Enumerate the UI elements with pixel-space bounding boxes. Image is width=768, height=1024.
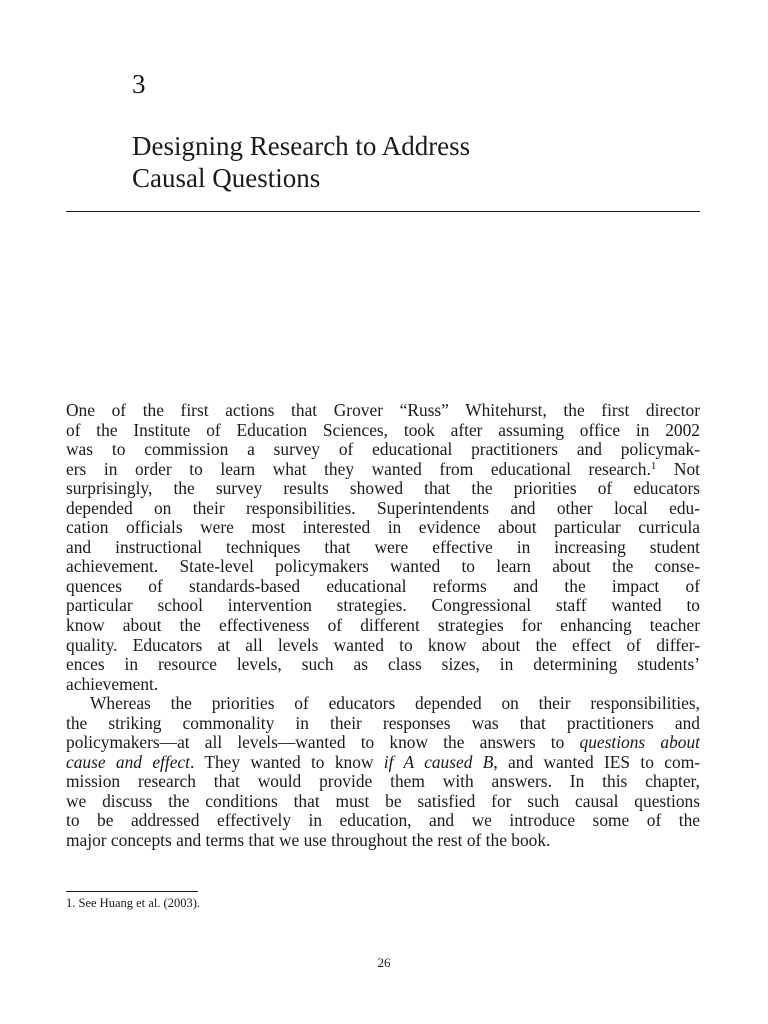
paragraph-line-text: ers in order to learn what they wanted from educational research. — [66, 458, 651, 479]
title-divider — [66, 211, 700, 212]
paragraph-line: Whereas the priorities of educators depended on their responsibilities, — [90, 693, 700, 714]
paragraph-line: quences of standards-based educational reforms and the impact of — [66, 575, 700, 596]
paragraph-line: particular school intervention strategies. Congressional staff wanted to — [66, 595, 700, 616]
chapter-title-line: Causal Questions — [132, 163, 321, 193]
paragraph-line: mission research that would provide them with answers. In this chapter, — [66, 771, 700, 792]
paragraph-line-text: Not — [656, 458, 700, 479]
paragraph-line: cation officials were most interested in evidence about particular curricula — [66, 517, 700, 538]
italic-emphasis: if A caused B — [383, 751, 494, 772]
paragraph-line — [66, 733, 700, 753]
paragraph-line: ences in resource levels, such as class sizes, in determining students’ — [66, 654, 700, 675]
paragraph-line: to be addressed effectively in education, and we introduce some of the — [66, 810, 700, 831]
paragraph-line-text: policymakers—at all levels—wanted to know the answers to — [66, 732, 580, 753]
footnote-divider — [66, 891, 198, 892]
paragraph-line: major concepts and terms that we use throughout the rest of the book. — [66, 830, 551, 851]
paragraph-line: achievement. State-level policymakers wanted to learn about the conse- — [66, 556, 700, 577]
paragraph-line: surprisingly, the survey results showed that the priorities of educators — [66, 478, 700, 499]
body-text — [66, 401, 700, 851]
paragraph-line: the striking commonality in their responses was that practitioners and — [66, 712, 700, 733]
paragraph-line-text: , and wanted IES to com- — [493, 751, 701, 772]
paragraph-line-text: . They wanted to know — [190, 751, 384, 772]
italic-emphasis: questions about — [579, 732, 700, 753]
paragraph-line: of the Institute of Education Sciences, took after assuming office in 2002 — [66, 419, 700, 440]
paragraph-line: was to commission a survey of educational practitioners and policymak- — [66, 439, 700, 460]
paragraph-line: quality. Educators at all levels wanted to know about the effect of differ- — [66, 634, 700, 655]
chapter-title — [132, 130, 470, 194]
chapter-number: 3 — [132, 69, 146, 99]
paragraph-line — [66, 460, 700, 480]
paragraph-line: One of the first actions that Grover “Russ” Whitehurst, the first director — [66, 400, 700, 420]
paragraph-line: we discuss the conditions that must be satisfied for such causal questions — [66, 790, 700, 811]
paragraph-line: know about the effectiveness of different strategies for enhancing teacher — [66, 615, 700, 636]
chapter-title-line: Designing Research to Address — [132, 131, 471, 161]
paragraph-line: depended on their responsibilities. Superintendents and other local edu- — [66, 497, 700, 518]
paragraph-line: achievement. — [66, 673, 159, 694]
footnote: 1. See Huang et al. (2003). — [66, 896, 200, 910]
footnote-reference: 1 — [650, 459, 657, 472]
page-number: 26 — [377, 955, 391, 970]
italic-emphasis: cause and effect — [66, 751, 190, 772]
paragraph-line: and instructional techniques that were effective in increasing student — [66, 536, 700, 557]
paragraph-line — [66, 753, 700, 773]
